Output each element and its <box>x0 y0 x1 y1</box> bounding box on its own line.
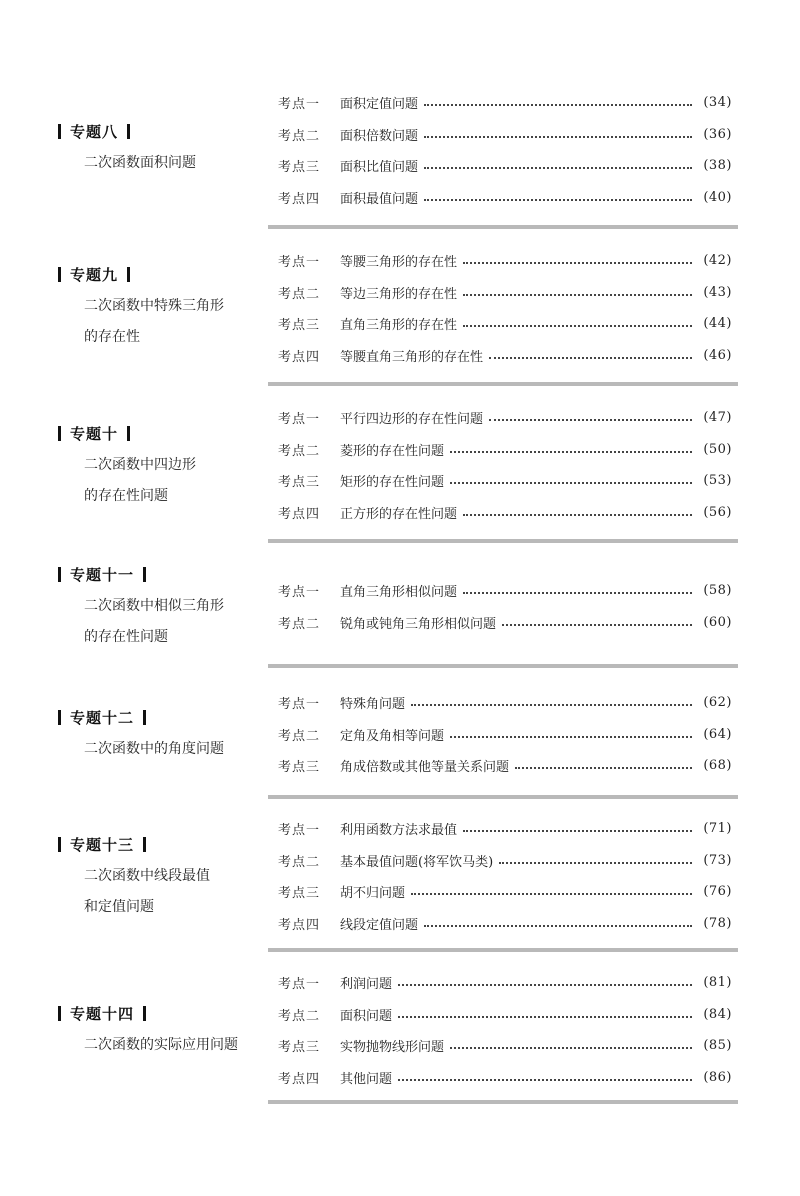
subtitle-line: 的存在性问题 <box>84 629 168 645</box>
topic-title <box>58 833 258 855</box>
toc-item[interactable] <box>278 119 732 151</box>
subtitle-line: 二次函数中四边形 <box>84 457 196 473</box>
toc-item[interactable] <box>278 967 732 999</box>
item-name: 定角及角相等问题 <box>340 728 445 744</box>
item-name: 特殊角问题 <box>340 697 406 713</box>
dot-leader <box>411 892 692 895</box>
dot-leader <box>463 293 692 296</box>
item-list <box>278 687 732 782</box>
subtitle-line: 二次函数中相似三角形 <box>84 598 224 614</box>
item-label: 考点三 <box>278 760 321 776</box>
item-name: 等边三角形的存在性 <box>340 286 458 302</box>
page-number: (62) <box>703 695 732 711</box>
item-label: 考点二 <box>278 854 321 870</box>
item-label: 考点二 <box>278 128 321 144</box>
toc-item[interactable] <box>278 1030 732 1062</box>
item-label: 考点二 <box>278 286 321 302</box>
item-list <box>278 967 732 1093</box>
topic-block <box>58 706 258 765</box>
item-name: 胡不归问题 <box>340 886 406 902</box>
dot-leader <box>424 103 692 106</box>
page-number: (44) <box>703 316 732 332</box>
item-name: 菱形的存在性问题 <box>340 443 445 459</box>
page-number: (40) <box>703 189 732 205</box>
toc-item[interactable] <box>278 575 732 607</box>
item-list <box>278 87 732 213</box>
item-name: 其他问题 <box>340 1071 393 1087</box>
toc-item[interactable] <box>278 434 732 466</box>
toc-item[interactable] <box>278 308 732 340</box>
item-label: 考点二 <box>278 443 321 459</box>
toc-item[interactable] <box>278 465 732 497</box>
item-label: 考点四 <box>278 917 321 933</box>
subtitle-line: 二次函数中线段最值 <box>84 868 210 884</box>
item-list <box>278 245 732 371</box>
item-label: 考点三 <box>278 475 321 491</box>
page-number: (81) <box>703 975 732 991</box>
section-divider <box>268 225 738 229</box>
page-number: (68) <box>703 758 732 774</box>
item-name: 面积倍数问题 <box>340 128 419 144</box>
title-bar-right <box>143 1006 146 1021</box>
section-divider <box>268 948 738 952</box>
item-name: 线段定值问题 <box>340 917 419 933</box>
dot-leader <box>398 1078 692 1081</box>
item-name: 利润问题 <box>340 977 393 993</box>
page-number: (85) <box>703 1038 732 1054</box>
page-number: (76) <box>703 884 732 900</box>
topic-subtitle <box>84 861 258 923</box>
subtitle-line: 二次函数面积问题 <box>84 155 196 171</box>
subtitle-line: 二次函数的实际应用问题 <box>84 1037 238 1053</box>
title-bar-right <box>143 567 146 582</box>
page-number: (43) <box>703 284 732 300</box>
toc-item[interactable] <box>278 876 732 908</box>
dot-leader <box>463 513 692 516</box>
item-name: 面积最值问题 <box>340 191 419 207</box>
toc-item[interactable] <box>278 340 732 372</box>
item-name: 等腰直角三角形的存在性 <box>340 349 484 365</box>
page-number: (78) <box>703 915 732 931</box>
title-bar-right <box>127 426 130 441</box>
page-number: (42) <box>703 253 732 269</box>
dot-leader <box>424 924 692 927</box>
toc-item[interactable] <box>278 497 732 529</box>
topic-title <box>58 263 258 285</box>
title-bar-left <box>58 1006 61 1021</box>
subtitle-line: 二次函数中特殊三角形 <box>84 298 224 314</box>
dot-leader <box>499 861 692 864</box>
item-list <box>278 813 732 939</box>
item-name: 正方形的存在性问题 <box>340 506 458 522</box>
item-label: 考点一 <box>278 97 321 113</box>
topic-title <box>58 563 258 585</box>
page-number: (38) <box>703 158 732 174</box>
item-name: 基本最值问题(将军饮马类) <box>340 854 494 870</box>
page-number: (86) <box>703 1069 732 1085</box>
page-number: (71) <box>703 821 732 837</box>
item-name: 实物抛物线形问题 <box>340 1040 445 1056</box>
topic-label: 专题九 <box>70 265 119 284</box>
dot-leader <box>450 481 692 484</box>
item-list <box>278 402 732 528</box>
topic-title <box>58 1002 258 1024</box>
subtitle-line: 二次函数中的角度问题 <box>84 741 224 757</box>
toc-item[interactable] <box>278 999 732 1031</box>
topic-block <box>58 422 258 512</box>
topic-title <box>58 706 258 728</box>
toc-item[interactable] <box>278 908 732 940</box>
item-label: 考点一 <box>278 823 321 839</box>
toc-item[interactable] <box>278 402 732 434</box>
toc-item[interactable] <box>278 813 732 845</box>
item-label: 考点四 <box>278 191 321 207</box>
item-label: 考点二 <box>278 1008 321 1024</box>
title-bar-left <box>58 124 61 139</box>
toc-item[interactable] <box>278 750 732 782</box>
dot-leader <box>489 356 692 359</box>
toc-item[interactable] <box>278 1062 732 1094</box>
topic-block <box>58 263 258 353</box>
topic-subtitle <box>84 1030 258 1061</box>
item-name: 角成倍数或其他等量关系问题 <box>340 760 510 776</box>
title-bar-left <box>58 837 61 852</box>
dot-leader <box>450 1046 692 1049</box>
item-label: 考点二 <box>278 616 321 632</box>
item-label: 考点二 <box>278 728 321 744</box>
item-label: 考点一 <box>278 412 321 428</box>
dot-leader <box>463 591 692 594</box>
title-bar-left <box>58 567 61 582</box>
topic-label: 专题十二 <box>70 708 135 727</box>
item-label: 考点四 <box>278 349 321 365</box>
toc-item[interactable] <box>278 277 732 309</box>
item-name: 面积比值问题 <box>340 160 419 176</box>
item-list <box>278 575 732 638</box>
toc-item[interactable] <box>278 687 732 719</box>
topic-label: 专题八 <box>70 122 119 141</box>
dot-leader <box>463 829 692 832</box>
dot-leader <box>450 735 692 738</box>
title-bar-right <box>127 124 130 139</box>
dot-leader <box>489 418 692 421</box>
item-label: 考点一 <box>278 697 321 713</box>
section-divider <box>268 795 738 799</box>
item-label: 考点三 <box>278 160 321 176</box>
topic-block <box>58 563 258 653</box>
item-label: 考点三 <box>278 1040 321 1056</box>
title-bar-right <box>127 267 130 282</box>
topic-block <box>58 120 258 179</box>
section-divider <box>268 382 738 386</box>
item-name: 直角三角形的存在性 <box>340 318 458 334</box>
toc-item[interactable] <box>278 607 732 639</box>
topic-label: 专题十四 <box>70 1004 135 1023</box>
topic-label: 专题十三 <box>70 835 135 854</box>
section-divider <box>268 539 738 543</box>
page-number: (73) <box>703 852 732 868</box>
toc-item[interactable] <box>278 245 732 277</box>
item-name: 直角三角形相似问题 <box>340 585 458 601</box>
topic-block <box>58 1002 258 1061</box>
title-bar-right <box>143 710 146 725</box>
topic-subtitle <box>84 591 258 653</box>
topic-subtitle <box>84 291 258 353</box>
dot-leader <box>424 166 692 169</box>
topic-subtitle <box>84 734 258 765</box>
subtitle-line: 和定值问题 <box>84 899 154 915</box>
section-divider <box>268 664 738 668</box>
topic-label: 专题十一 <box>70 565 135 584</box>
dot-leader <box>502 623 692 626</box>
page-number: (46) <box>703 347 732 363</box>
subtitle-line: 的存在性问题 <box>84 488 168 504</box>
topic-label: 专题十 <box>70 424 119 443</box>
page-number: (47) <box>703 410 732 426</box>
dot-leader <box>463 324 692 327</box>
item-label: 考点一 <box>278 585 321 601</box>
dot-leader <box>463 261 692 264</box>
toc-item[interactable] <box>278 182 732 214</box>
dot-leader <box>424 198 692 201</box>
page-number: (56) <box>703 504 732 520</box>
page-number: (84) <box>703 1006 732 1022</box>
toc-item[interactable] <box>278 87 732 119</box>
item-label: 考点一 <box>278 977 321 993</box>
title-bar-left <box>58 426 61 441</box>
topic-title <box>58 120 258 142</box>
item-name: 利用函数方法求最值 <box>340 823 458 839</box>
subtitle-line: 的存在性 <box>84 329 140 345</box>
dot-leader <box>424 135 692 138</box>
page-number: (53) <box>703 473 732 489</box>
page-number: (36) <box>703 126 732 142</box>
item-name: 平行四边形的存在性问题 <box>340 412 484 428</box>
dot-leader <box>515 766 692 769</box>
item-name: 面积问题 <box>340 1008 393 1024</box>
page-number: (64) <box>703 726 732 742</box>
dot-leader <box>411 703 692 706</box>
topic-subtitle <box>84 148 258 179</box>
dot-leader <box>398 983 692 986</box>
title-bar-left <box>58 710 61 725</box>
page-number: (58) <box>703 583 732 599</box>
section-divider <box>268 1100 738 1104</box>
item-label: 考点三 <box>278 318 321 334</box>
topic-title <box>58 422 258 444</box>
item-label: 考点一 <box>278 255 321 271</box>
page-number: (60) <box>703 614 732 630</box>
topic-block <box>58 833 258 923</box>
title-bar-left <box>58 267 61 282</box>
page-number: (34) <box>703 95 732 111</box>
item-label: 考点三 <box>278 886 321 902</box>
item-name: 面积定值问题 <box>340 97 419 113</box>
topic-subtitle <box>84 450 258 512</box>
page-number: (50) <box>703 441 732 457</box>
item-label: 考点四 <box>278 1071 321 1087</box>
toc-item[interactable] <box>278 719 732 751</box>
dot-leader <box>398 1015 692 1018</box>
item-name: 等腰三角形的存在性 <box>340 255 458 271</box>
item-name: 矩形的存在性问题 <box>340 475 445 491</box>
dot-leader <box>450 450 692 453</box>
toc-item[interactable] <box>278 845 732 877</box>
item-name: 锐角或钝角三角形相似问题 <box>340 616 497 632</box>
title-bar-right <box>143 837 146 852</box>
item-label: 考点四 <box>278 506 321 522</box>
toc-item[interactable] <box>278 150 732 182</box>
